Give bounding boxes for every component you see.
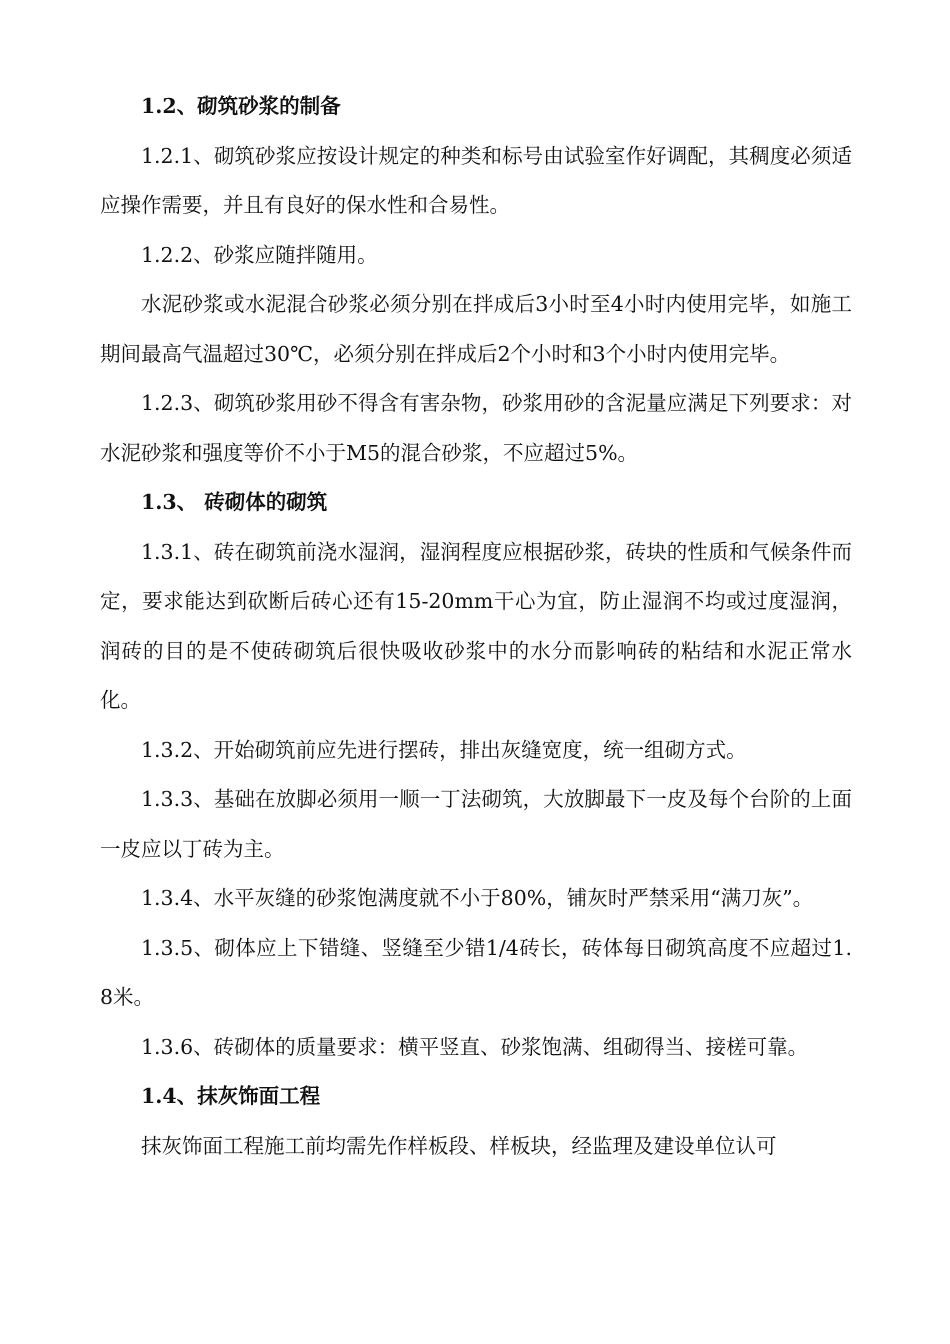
document-page — [100, 82, 852, 1171]
section-heading-1-2: 1.2、砌筑砂浆的制备 — [141, 94, 341, 118]
paragraph-1-3-2: 1.3.2、开始砌筑前应先进行摆砖，排出灰缝宽度，统一组砌方式。 — [141, 737, 747, 762]
paragraph-1-2-3: 1.2.3、砌筑砂浆用砂不得含有害杂物，砂浆用砂的含泥量应满足下列要求：对水泥砂浆和强度等价不小于M5的混合砂浆，不应超过5%。 — [100, 391, 852, 465]
paragraph-1-3-5: 1.3.5、砌体应上下错缝、竖缝至少错1/4砖长，砖体每日砌筑高度不应超过1.8米。 — [100, 935, 852, 1009]
section-heading-1-3: 1.3、 砖砌体的砌筑 — [141, 490, 328, 514]
section-heading-1-4: 1.4、抹灰饰面工程 — [141, 1084, 321, 1108]
paragraph-1-3-3: 1.3.3、基础在放脚必须用一顺一丁法砌筑，大放脚最下一皮及每个台阶的上面一皮应以丁砖为主。 — [100, 787, 852, 861]
paragraph-1-3-6: 1.3.6、砖砌体的质量要求：横平竖直、砂浆饱满、组砌得当、接槎可靠。 — [141, 1034, 809, 1059]
paragraph-1-3-1: 1.3.1、砖在砌筑前浇水湿润，湿润程度应根据砂浆，砖块的性质和气候条件而定，要求能达到砍断后砖心还有15-20mm干心为宜，防止湿润不均或过度湿润，润砖的目的是不使砖砌筑后很快吸收砂浆中的水分而影响砖的粘结和水泥正常水化。 — [100, 539, 852, 712]
paragraph-1-2-1: 1.2.1、砌筑砂浆应按设计规定的种类和标号由试验室作好调配，其稠度必须适应操作需要，并且有良好的保水性和合易性。 — [100, 143, 852, 217]
paragraph-1-4-intro: 抹灰饰面工程施工前均需先作样板段、样板块，经监理及建设单位认可 — [141, 1133, 777, 1158]
paragraph-1-2-2: 1.2.2、砂浆应随拌随用。 — [141, 242, 378, 267]
paragraph-mortar-timing: 水泥砂浆或水泥混合砂浆必须分别在拌成后3小时至4小时内使用完毕，如施工期间最高气温超过30℃，必须分别在拌成后2个小时和3个小时内使用完毕。 — [100, 292, 852, 366]
paragraph-1-3-4: 1.3.4、水平灰缝的砂浆饱满度就不小于80%，铺灰时严禁采用“满刀灰”。 — [141, 886, 814, 910]
